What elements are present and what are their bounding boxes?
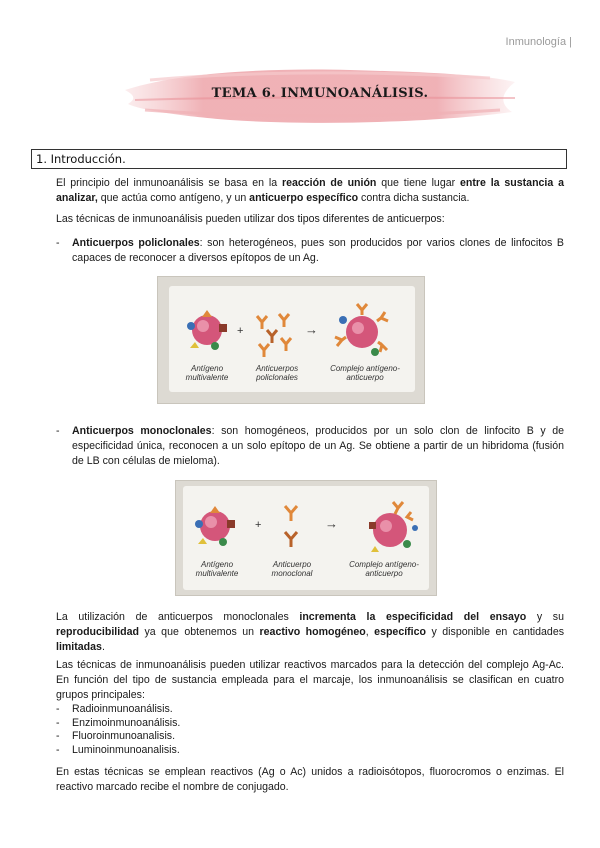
antibodies-label: Anticuerpos policlonales [255,364,299,382]
list-item: - Enzimoinmunoanálisis. [56,716,181,729]
list-item: - Luminoinmunoanalisis. [56,743,180,756]
arrow-icon: → [305,322,318,337]
antibody-icon [285,506,297,547]
list-item: - Fluoroinmunoanalisis. [56,730,176,742]
antigen-icon [187,310,227,350]
running-header: Inmunología | [505,36,572,48]
complex-icon [335,304,388,356]
monoclonal-advantages-paragraph: La utilización de anticuerpos monoclonales incrementa la especificidad del ensayo y su reproducibilidad ya que obtenemos un reactivo homogéneo, específico y disponible en cantidades limitadas. [56,611,565,653]
plus-sign: + [237,325,244,337]
section-heading: 1. Introducción. [31,149,567,169]
antigen-label: Antígeno multivalente [195,560,239,578]
antibodies-icon [257,314,291,357]
conjugate-paragraph: En estas técnicas se emplean reactivos (Ag o Ac) unidos a radioisótopos, fluorocromos o enzimas. El reactivo marcado recibe el nombre de conjugado. [56,766,564,793]
monoclonal-diagram [175,480,437,596]
arrow-icon: → [325,516,338,531]
figure-monoclonal [175,480,437,596]
labeling-paragraph: Las técnicas de inmunoanálisis pueden utilizar reactivos marcados para la detección del complejo Ag-Ac. En función del tipo de sustancia empleada para el marcaje, los inmunoanálisis se clasifican en cuatro grupos principales: [56,659,564,701]
figure-polyclonal [157,276,425,404]
complex-label: Complejo antígeno-anticuerpo [330,364,400,382]
antibody-types-intro: Las técnicas de inmunoanálisis pueden utilizar dos tipos diferentes de anticuerpos: [56,213,445,225]
intro-paragraph: El principio del inmunoanálisis se basa en la reacción de unión que tiene lugar entre la sustancia a analizar, que actúa como antígeno, y un anticuerpo específico contra dicha sustancia. [56,177,564,204]
plus-sign: + [255,519,262,531]
polyclonal-diagram [157,276,425,404]
antibody-label: Anticuerpo monoclonal [271,560,313,578]
list-item: - Radioinmunoanálisis. [56,703,173,715]
antigen-icon [195,506,235,546]
document-title: TEMA 6. INMUNOANÁLISIS. [211,86,429,101]
complex-icon [369,502,418,552]
immunoassay-types-list [56,703,180,757]
antigen-label: Antígeno multivalente [185,364,229,382]
complex-label: Complejo antígeno-anticuerpo [349,560,419,578]
title-banner [120,60,520,130]
